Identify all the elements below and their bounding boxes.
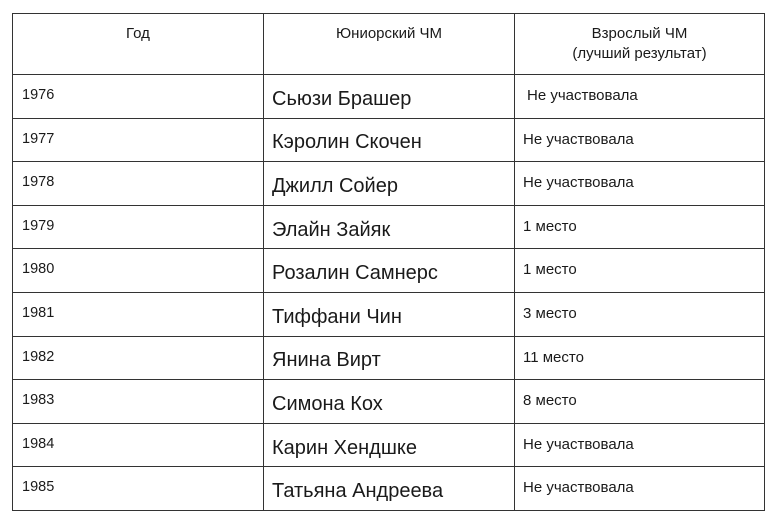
table-row xyxy=(13,336,765,380)
champions-table xyxy=(12,13,765,511)
senior-result-cell: 11 место xyxy=(515,336,765,380)
header-row xyxy=(13,14,765,75)
table-row xyxy=(13,292,765,336)
senior-result-cell: Не участвовала xyxy=(515,423,765,467)
champion-name-cell: Янина Вирт xyxy=(264,336,515,380)
header-senior-label: Взрослый ЧМ xyxy=(591,25,688,42)
year-cell: 1985 xyxy=(13,467,264,511)
table-row xyxy=(13,162,765,206)
champion-name-cell: Розалин Самнерс xyxy=(264,249,515,293)
year-cell: 1981 xyxy=(13,292,264,336)
senior-result-cell: Не участвовала xyxy=(515,467,765,511)
year-cell: 1977 xyxy=(13,118,264,162)
header-junior xyxy=(264,14,515,75)
header-senior xyxy=(515,14,765,75)
senior-result-cell: 3 место xyxy=(515,292,765,336)
header-senior-sublabel: (лучший результат) xyxy=(572,45,707,62)
senior-result-cell: 8 место xyxy=(515,380,765,424)
table-row xyxy=(13,423,765,467)
header-year-label: Год xyxy=(126,25,150,42)
table-row xyxy=(13,75,765,119)
table-row xyxy=(13,118,765,162)
champion-name-cell: Джилл Сойер xyxy=(264,162,515,206)
senior-result-cell: Не участвовала xyxy=(515,75,765,119)
champion-name-cell: Карин Хендшке xyxy=(264,423,515,467)
senior-result-cell: 1 место xyxy=(515,249,765,293)
table-row xyxy=(13,467,765,511)
champion-name-cell: Татьяна Андреева xyxy=(264,467,515,511)
champion-name-cell: Кэролин Скочен xyxy=(264,118,515,162)
champion-name-cell: Тиффани Чин xyxy=(264,292,515,336)
year-cell: 1983 xyxy=(13,380,264,424)
senior-result-cell: Не участвовала xyxy=(515,162,765,206)
header-year xyxy=(13,14,264,75)
champion-name-cell: Симона Кох xyxy=(264,380,515,424)
senior-result-cell: Не участвовала xyxy=(515,118,765,162)
senior-result-cell: 1 место xyxy=(515,205,765,249)
header-junior-label: Юниорский ЧМ xyxy=(336,25,442,42)
year-cell: 1978 xyxy=(13,162,264,206)
year-cell: 1976 xyxy=(13,75,264,119)
year-cell: 1980 xyxy=(13,249,264,293)
table-row xyxy=(13,205,765,249)
table-row xyxy=(13,249,765,293)
year-cell: 1984 xyxy=(13,423,264,467)
year-cell: 1982 xyxy=(13,336,264,380)
champion-name-cell: Сьюзи Брашер xyxy=(264,75,515,119)
table-row xyxy=(13,380,765,424)
year-cell: 1979 xyxy=(13,205,264,249)
champion-name-cell: Элайн Зайяк xyxy=(264,205,515,249)
